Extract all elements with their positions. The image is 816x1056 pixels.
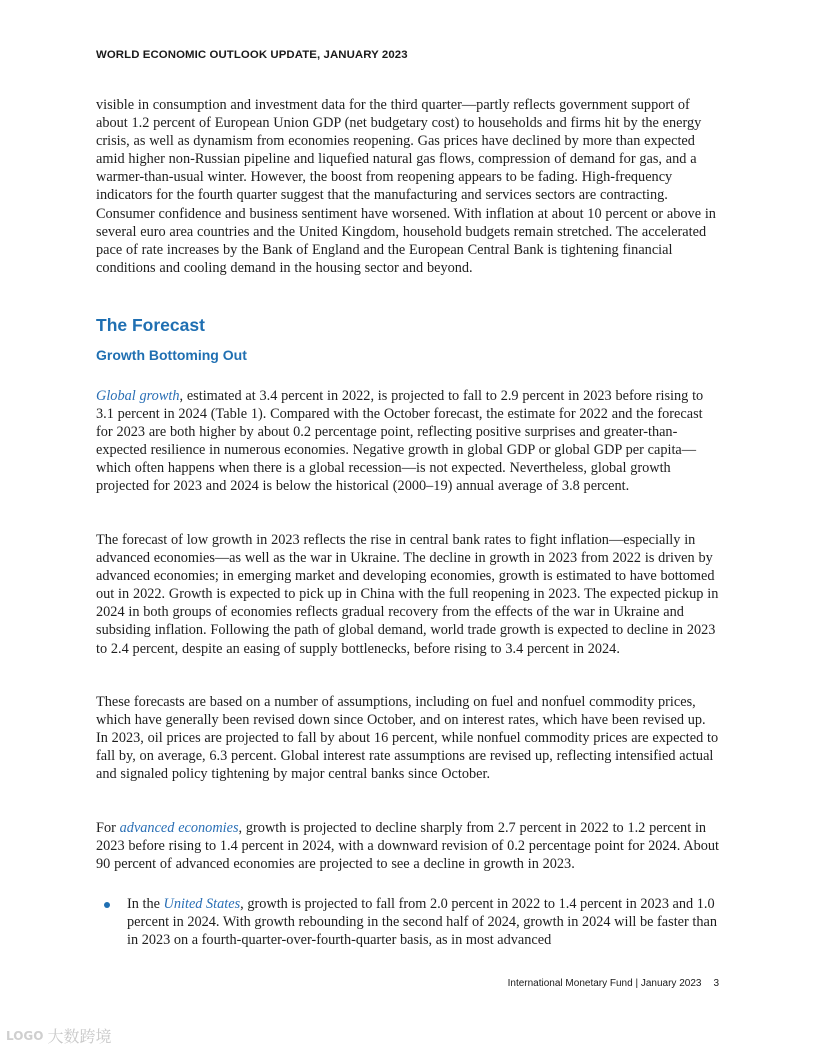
bullet-text: [127, 895, 720, 949]
page-number: 3: [713, 978, 719, 989]
watermark: [6, 1024, 112, 1047]
bullet-prefix: In the: [127, 896, 164, 912]
footer-source: International Monetary Fund | January 2023: [507, 978, 702, 989]
advanced-economies-link[interactable]: advanced economies: [119, 820, 239, 836]
paragraph-low-growth: The forecast of low growth in 2023 reflects the rise in central bank rates to fight inflation—especially in advanced economies—as well as the war in Ukraine. The decline in growth in 2023 from 2022 is driven by advanced economies; in emerging market and developing economies, growth is estimated to have bottomed out in 2022. Growth is expected to pick up in China with the full reopening in 2023. The expected pickup in 2024 in both groups of economies reflects gradual recovery from the effects of the war in Ukraine and subsiding inflation. Following the path of global demand, world trade growth is expected to decline in 2023 to 2.4 percent, despite an easing of supply bottlenecks, before rising to 3.4 percent in 2024.: [96, 532, 719, 657]
global-growth-link[interactable]: Global growth: [96, 388, 180, 404]
list-item: [96, 895, 720, 949]
running-head: WORLD ECONOMIC OUTLOOK UPDATE, JANUARY 2023: [96, 49, 408, 61]
watermark-logo-icon: LOGO: [6, 1028, 44, 1043]
global-growth-text: , estimated at 3.4 percent in 2022, is projected to fall to 2.9 percent in 2023 before rising to 3.1 percent in 2024 (Table 1). Compared with the October forecast, the estimate for 2022 and the forecast for 2023 are both higher by about 0.2 percentage point, reflecting positive surprises and greater-than-expected resilience in numerous economies. Negative growth in global GDP or global GDP per capita—which often happens when there is a global recession—is not expected. Nevertheless, global growth projected for 2023 and 2024 is below the historical (2000–19) annual average of 3.8 percent.: [96, 388, 704, 495]
advanced-text: , growth is projected to decline sharply from 2.7 percent in 2022 to 1.2 percent in 2023 before rising to 1.4 percent in 2024, with a downward revision of 0.2 percentage point for 2024. About 90 percent of advanced economies are projected to see a decline in growth in 2023.: [96, 820, 719, 873]
paragraph-continuation: visible in consumption and investment data for the third quarter—partly reflects government support of about 1.2 percent of European Union GDP (net budgetary cost) to households and firms hit by the energy crisis, as well as dynamism from economies reopening. Gas prices have declined by more than expected amid higher non-Russian pipeline and liquefied natural gas flows, compression of demand for gas, and a warmer-than-usual winter. However, the boost from reopening appears to be fading. High-frequency indicators for the fourth quarter suggest that the manufacturing and services sectors are contracting. Consumer confidence and business sentiment have worsened. With inflation at about 10 percent or above in several euro area countries and the United Kingdom, household budgets remain stretched. The accelerated pace of rate increases by the Bank of England and the European Central Bank is tightening financial conditions and cooling demand in the housing sector and beyond.: [96, 97, 716, 276]
page-footer: [508, 978, 719, 989]
paragraph-assumptions: These forecasts are based on a number of assumptions, including on fuel and nonfuel commodity prices, which have generally been revised down since October, and on interest rates, which have been revised up. In 2023, oil prices are projected to fall by about 16 percent, while nonfuel commodity prices are expected to fall by, on average, 6.3 percent. Global interest rate assumptions are revised up, reflecting intensified actual and signaled policy tightening by major central banks since October.: [96, 694, 719, 783]
section-heading: The Forecast: [96, 315, 205, 335]
bullet-list: [96, 895, 720, 949]
paragraph-global-growth: [96, 387, 720, 496]
subsection-heading: Growth Bottoming Out: [96, 347, 247, 363]
paragraph-advanced-economies: [96, 819, 720, 873]
united-states-link[interactable]: United States: [163, 896, 241, 912]
bullet-rest: , growth is projected to fall from 2.0 percent in 2022 to 1.4 percent in 2023 and 1.0 percent in 2024. With growth rebounding in the second half of 2024, growth in 2024 will be faster than in 2023 on a fourth-quarter-over-fourth-quarter basis, as in most advanced: [127, 896, 717, 949]
watermark-text: 大数跨境: [47, 1027, 112, 1046]
advanced-prefix: For: [96, 820, 120, 836]
bullet-dot-icon: [104, 902, 110, 908]
